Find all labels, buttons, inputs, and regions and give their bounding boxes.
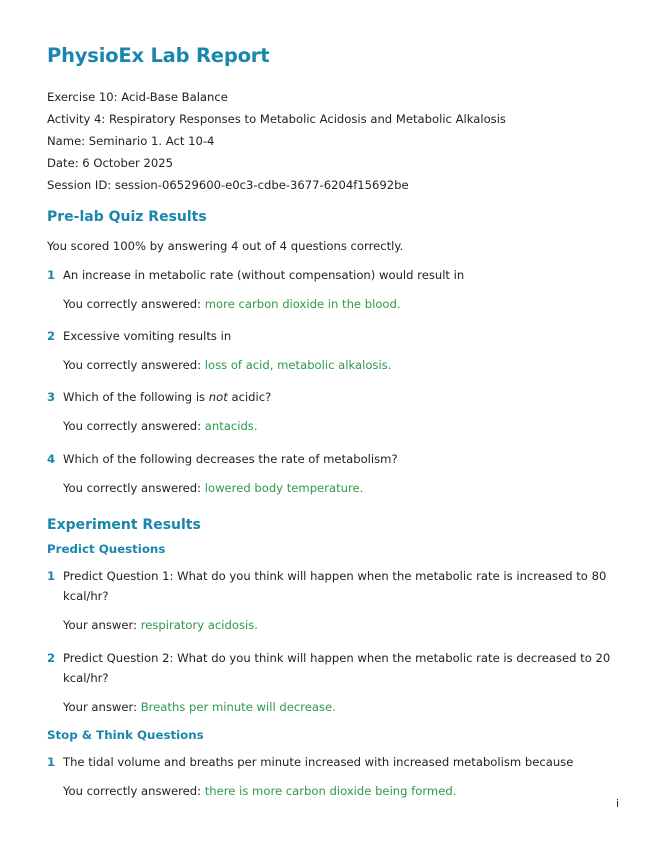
report-title: PhysioEx Lab Report	[47, 44, 270, 67]
page-number: i	[615, 797, 619, 810]
prelab-answer-2	[63, 355, 391, 375]
question-number: 1	[47, 268, 56, 282]
answer-value: antacids.	[204, 419, 258, 433]
answer-prefix: You correctly answered:	[63, 419, 202, 433]
prelab-question-1	[47, 265, 617, 285]
question-text: Excessive vomiting results in	[63, 329, 232, 343]
answer-prefix: You correctly answered:	[63, 297, 202, 311]
prelab-question-2	[47, 326, 617, 346]
stop-think-heading: Stop & Think Questions	[47, 728, 204, 742]
predict-answer-2	[63, 697, 336, 717]
question-text: Predict Question 1: What do you think will happen when the metabolic rate is increased to 80 kcal/hr?	[63, 569, 607, 603]
meta-name: Name: Seminario 1. Act 10-4	[47, 134, 215, 148]
question-text: Which of the following decreases the rate of metabolism?	[63, 452, 398, 466]
answer-prefix: You correctly answered:	[63, 481, 202, 495]
answer-prefix: Your answer:	[63, 700, 138, 714]
predict-answer-1	[63, 615, 258, 635]
question-text: An increase in metabolic rate (without compensation) would result in	[63, 268, 465, 282]
meta-activity: Activity 4: Respiratory Responses to Metabolic Acidosis and Metabolic Alkalosis	[47, 112, 506, 126]
predict-question-1	[47, 566, 617, 606]
experiment-heading: Experiment Results	[47, 517, 201, 533]
meta-exercise: Exercise 10: Acid-Base Balance	[47, 90, 228, 104]
predict-heading: Predict Questions	[47, 542, 166, 556]
question-number: 1	[47, 755, 56, 769]
question-number: 3	[47, 390, 56, 404]
question-number: 1	[47, 569, 56, 583]
prelab-answer-4	[63, 478, 363, 498]
answer-value: there is more carbon dioxide being formed.	[204, 784, 457, 798]
answer-prefix: You correctly answered:	[63, 358, 202, 372]
prelab-answer-3	[63, 416, 258, 436]
question-number: 2	[47, 329, 56, 343]
answer-value: respiratory acidosis.	[140, 618, 258, 632]
meta-session: Session ID: session-06529600-e0c3-cdbe-3677-6204f15692be	[47, 178, 409, 192]
answer-prefix: Your answer:	[63, 618, 138, 632]
question-text-after: acidic?	[231, 390, 272, 404]
report-meta	[47, 86, 506, 196]
question-text: Predict Question 2: What do you think will happen when the metabolic rate is decreased to 20 kcal/hr?	[63, 651, 611, 685]
answer-value: more carbon dioxide in the blood.	[204, 297, 401, 311]
answer-prefix: You correctly answered:	[63, 784, 202, 798]
prelab-heading: Pre-lab Quiz Results	[47, 209, 207, 225]
stop-question-1	[47, 752, 617, 772]
question-text: The tidal volume and breaths per minute increased with increased metabolism because	[63, 755, 574, 769]
prelab-question-3	[47, 387, 617, 407]
question-text	[63, 387, 617, 407]
prelab-answer-1	[63, 294, 401, 314]
answer-value: Breaths per minute will decrease.	[140, 700, 336, 714]
stop-answer-1	[63, 781, 456, 801]
predict-question-2	[47, 648, 617, 688]
meta-date: Date: 6 October 2025	[47, 156, 173, 170]
prelab-question-4	[47, 449, 617, 469]
answer-value: loss of acid, metabolic alkalosis.	[204, 358, 392, 372]
question-number: 2	[47, 651, 56, 665]
question-number: 4	[47, 452, 56, 466]
question-text-emphasis: not	[208, 390, 228, 404]
prelab-score: You scored 100% by answering 4 out of 4 questions correctly.	[47, 239, 404, 253]
question-text-before: Which of the following is	[63, 390, 206, 404]
answer-value: lowered body temperature.	[204, 481, 364, 495]
